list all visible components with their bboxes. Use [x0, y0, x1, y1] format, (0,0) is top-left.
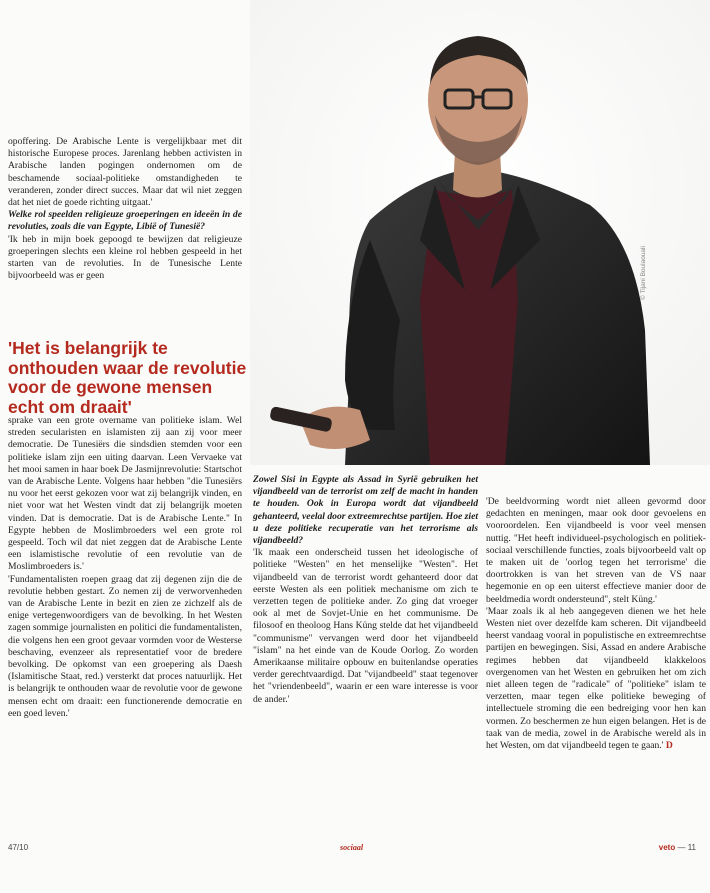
interview-question: Zowel Sisi in Egypte als Assad in Syrië gebruiken het vijandbeeld van de terrorist om zelf de macht in handen te houden. Ook in Europa wordt dat vijandbeeld gehanteerd, veelal door extreemrechtse partijen. Hoe ziet u deze politieke recuperatie van het terrorisme als vijandbeeld? [253, 474, 478, 547]
page-footer-right [659, 843, 696, 852]
paragraph-text: 'Maar zoals ik al heb aangegeven dienen we het hele Westen niet over dezelfde kam scheren. Dit vijandbeeld heerst vandaag vooral in populistische en extreemrechtse partijen en bewegingen. Sisi, Assad en andere Arabische regimes hebben dat vijandbeeld klakkeloos overgenomen van het Westen en gebruiken het om zich niet alleen tegen de "radicale" of "politieke" islam te verzetten, maar tegen elke politieke beweging of intellectuele stroming die een bedreiging voor hen kan vormen. Zo beschermen ze hun eigen belangen. Het is de taak van de media, zowel in de Arabische wereld als in het Westen, om dat vijandbeeld tegen te gaan.' [486, 605, 706, 752]
end-mark: D [665, 740, 673, 752]
paragraph: 'Ik maak een onderscheid tussen het ideologische of politieke "Westen" en het menselijke "Westen". Het vijandbeeld van de terrorist wordt gehanteerd door dat eerste Westen als een politiek mechanisme om zich te verzetten tegen de politieke ander. Zo ging dat vroeger ook al met de Sovjet-Unie en het communisme. De filosoof en theoloog Hans Küng stelde dat het vijandbeeld "communisme" vervangen werd door het vijandbeeld "islam" na het einde van de Koude Oorlog. Zo worden Amerikaanse militaire opbouw en buitenlandse operaties verder gerechtvaardigd. Dat "vijandbeeld" staat tegenover het "vriendenbeeld", waarin er een ware interesse is voor de ander.' [253, 547, 478, 705]
paragraph [486, 606, 706, 752]
page-number: — 11 [677, 843, 696, 852]
brand-name: veto [658, 843, 676, 852]
interview-question: Welke rol speelden religieuze groeperingen en ideeën in de revoluties, zoals die van Egypte, Libië of Tunesië? [8, 209, 242, 233]
paragraph: 'De beeldvorming wordt niet alleen gevormd door gedachten en meningen, maar ook door gevoelens en vooroordelen. Een vijandbeeld is voor veel mensen nuttig. "Het heeft individueel-psychologisch en politiek-sociaal verschillende functies, zoals bijvoorbeeld valt op te maken uit de 'oorlog tegen het terrorisme' die doortrokken is van het streven van de VS naar hegemonie en op een uiterst effectieve manier door de beeldmedia wordt ondersteund", stelt Küng.' [486, 496, 706, 605]
paragraph: sprake van een grote overname van politieke islam. Wel streden secularisten en islamisten zij aan zij voor meer democratie. De Tunesiërs die sindsdien stemden voor een politieke islam zijn een uiting daarvan. Leen Vervaeke vat het mooi samen in haar boek De Jasmijnrevolutie: Startschot van de Arabische Lente. Volgens haar hebben "die Tunesiërs nu voor het eerst gekozen voor wat zij belangrijk vinden, en niet voor wat het Westen vindt dat zij belangrijk moeten vinden. Dat is democratie. Dat is de Arabische Lente." In Egypte hebben de Moslimbroeders wel een grote rol gespeeld. Toch wil dat niet zeggen dat de Arabische Lente een islamistische revolutie of een revolutie van de Moslimbroeders is.' [8, 415, 242, 573]
column-2 [253, 474, 478, 706]
portrait-photo [250, 0, 710, 465]
photo-credit: © Tijani Boulaouali [640, 246, 647, 300]
column-1-bottom [8, 415, 242, 720]
column-1-top [8, 136, 242, 282]
portrait-illustration [250, 0, 710, 465]
paragraph: 'Ik heb in mijn boek gepoogd te bewijzen dat religieuze groeperingen slechts een kleine rol hebben gespeeld in het starten van de revoluties. In de Tunesische Lente bijvoorbeeld was er geen [8, 233, 242, 282]
paragraph: opoffering. De Arabische Lente is vergelijkbaar met dit historische Europese proces. Jarenlang hebben activisten in Arabische landen pogingen ondernomen om de beschamende sociaal-politieke omstandigheden te veranderen, zonder direct succes. Maar dat wil niet zeggen dat het niet de goede richting uitgaat.' [8, 136, 242, 209]
issue-number: 47/10 [8, 843, 29, 852]
section-label: sociaal [340, 843, 364, 852]
pull-quote: 'Het is belangrijk te onthouden waar de revolutie voor de gewone mensen echt om draait' [8, 338, 247, 417]
paragraph: 'Fundamentalisten roepen graag dat zij degenen zijn die de revolutie hebben gestart. Zo nemen zij de verworvenheden van de Arabische Lente in bezit en zien ze zichzelf als de enige vertegenwoordigers van de bevolking. In het Westen zagen sommige journalisten en politici die fundamentalisten, die volgens hen een groot gevaar vormden voor de Westerse beschaving, evenzeer als representatief voor de bredere bevolking. De opkomst van een groepering als Daesh (Islamitische Staat, red.) versterkt dat proces natuurlijk. Het is belangrijk te onthouden waar de revolutie voor de gewone mensen echt om draait: een functionerende democratie en een goed leven.' [8, 573, 242, 719]
column-3 [486, 496, 706, 752]
